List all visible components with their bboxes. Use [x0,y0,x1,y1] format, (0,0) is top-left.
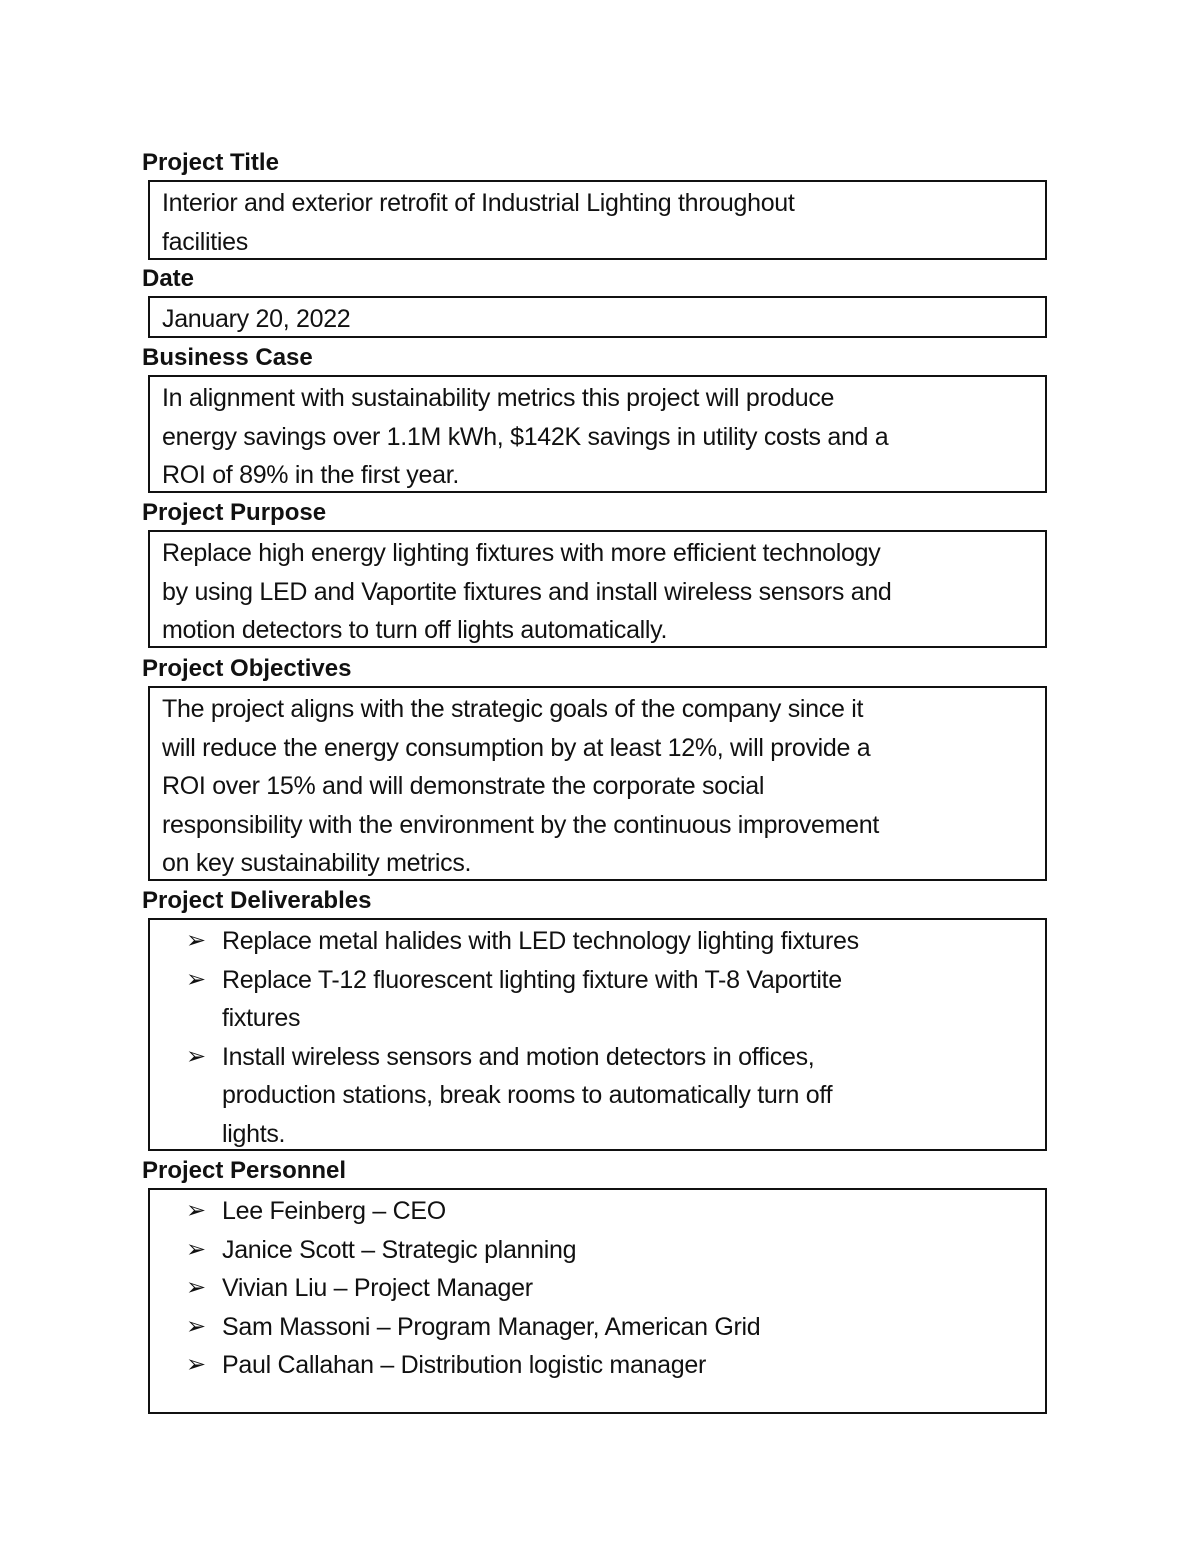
business-case-heading: Business Case [142,344,313,371]
bullet-text-line: Sam Massoni – Program Manager, American Grid [222,1312,761,1341]
bullet-item [186,1038,1045,1154]
bullet-text-line: Janice Scott – Strategic planning [222,1235,577,1264]
bullet-item [186,922,1045,961]
text-line: ROI over 15% and will demonstrate the corporate social [162,772,765,800]
arrow-bullet-icon: ➢ [186,1274,207,1301]
project-title-box [148,180,1047,260]
date-box [148,296,1047,338]
project-deliverables-heading: Project Deliverables [142,887,372,914]
bullet-text-line: Install wireless sensors and motion detectors in offices, [222,1042,815,1071]
bullet-text-line: lights. [222,1119,286,1148]
arrow-bullet-icon: ➢ [186,1351,207,1378]
bullet-item [186,1231,1045,1270]
bullet-text-line: Paul Callahan – Distribution logistic manager [222,1351,706,1379]
project-personnel-heading: Project Personnel [142,1157,347,1184]
bullet-item [186,1346,1045,1385]
bullet-item [186,1308,1045,1347]
project-objectives-box [148,686,1047,881]
bullet-text-line: Vivian Liu – Project Manager [222,1274,533,1302]
bullet-text-line: Lee Feinberg – CEO [222,1197,446,1225]
bullet-text-line: fixtures [222,1004,301,1032]
text-line: energy savings over 1.1M kWh, $142K savings in utility costs and a [162,422,889,451]
project-objectives-heading: Project Objectives [142,655,352,682]
text-line: responsibility with the environment by the continuous improvement [162,810,879,839]
arrow-bullet-icon: ➢ [186,1235,207,1263]
text-line: facilities [162,227,248,256]
text-line: will reduce the energy consumption by at least 12%, will provide a [162,733,871,762]
project-purpose-heading: Project Purpose [142,499,327,526]
text-line: The project aligns with the strategic goals of the company since it [162,695,864,723]
arrow-bullet-icon: ➢ [186,1197,207,1224]
text-line: on key sustainability metrics. [162,849,472,877]
project-deliverables-box [148,918,1047,1151]
arrow-bullet-icon: ➢ [186,1312,207,1340]
project-personnel-box [148,1188,1047,1414]
bullet-item [186,1192,1045,1231]
bullet-item [186,961,1045,1038]
arrow-bullet-icon: ➢ [186,927,207,954]
bullet-text-line: Replace T-12 fluorescent lighting fixture with T-8 Vaportite [222,965,842,994]
text-line: January 20, 2022 [162,305,351,333]
project-purpose-box [148,530,1047,648]
bullet-item [186,1269,1045,1308]
bullet-text-line: production stations, break rooms to automatically turn off [222,1081,833,1109]
arrow-bullet-icon: ➢ [186,965,207,993]
text-line: In alignment with sustainability metrics this project will produce [162,384,835,412]
text-line: ROI of 89% in the first year. [162,461,459,489]
text-line: Interior and exterior retrofit of Industrial Lighting throughout [162,189,795,217]
business-case-box [148,375,1047,493]
text-line: by using LED and Vaportite fixtures and install wireless sensors and [162,577,892,606]
date-heading: Date [142,265,195,292]
arrow-bullet-icon: ➢ [186,1042,207,1070]
text-line: Replace high energy lighting fixtures with more efficient technology [162,539,881,567]
project-title-heading: Project Title [142,149,279,176]
text-line: motion detectors to turn off lights automatically. [162,616,668,644]
bullet-text-line: Replace metal halides with LED technology lighting fixtures [222,927,859,955]
